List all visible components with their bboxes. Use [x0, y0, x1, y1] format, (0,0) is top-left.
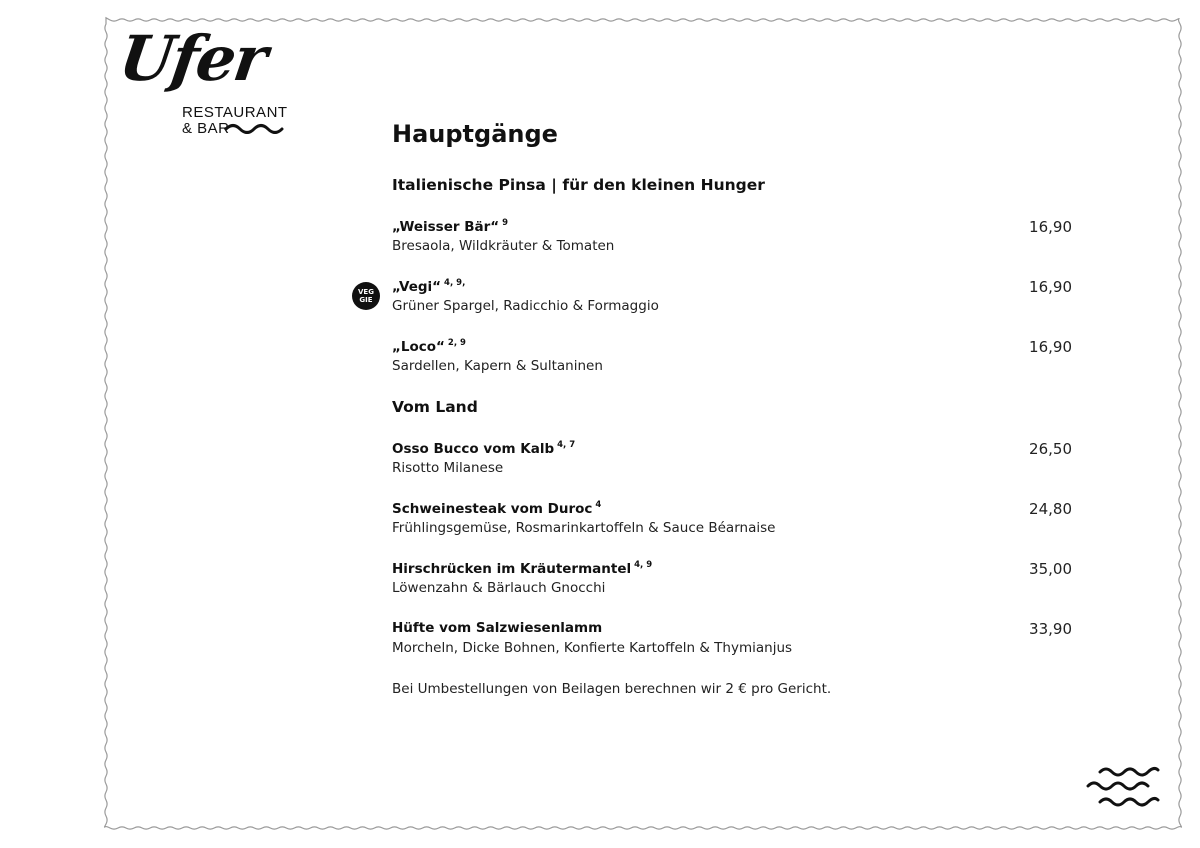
- item-name: [392, 338, 466, 355]
- item-price: 26,50: [1029, 440, 1072, 458]
- restaurant-logo: [114, 22, 295, 146]
- item-description: Sardellen, Kapern & Sultaninen: [392, 358, 603, 374]
- item-title: Hirschrücken im Kräutermantel: [392, 561, 632, 577]
- item-description: Frühlingsgemüse, Rosmarinkartoffeln & Sauce Béarnaise: [392, 520, 776, 536]
- item-allergens: 4: [595, 500, 602, 510]
- item-title: Hüfte vom Salzwiesenlamm: [392, 620, 603, 636]
- item-allergens: 4, 9: [634, 560, 653, 570]
- item-title: „Weisser Bär“: [392, 219, 500, 235]
- item-name: [392, 218, 508, 235]
- veggie-badge-icon: VEG GIE: [352, 282, 380, 310]
- menu-title: Hauptgänge: [392, 120, 558, 148]
- logo-bar-text: & BAR: [182, 120, 230, 137]
- item-name: [392, 620, 602, 636]
- item-allergens: 4, 9,: [444, 278, 466, 288]
- menu-item: [392, 440, 1072, 484]
- item-description: Grüner Spargel, Radicchio & Formaggio: [392, 298, 659, 314]
- item-allergens: 4, 7: [557, 440, 576, 450]
- waves-icon: [1086, 764, 1162, 810]
- item-title: Schweinesteak vom Duroc: [392, 501, 593, 517]
- logo-wave-icon: [224, 120, 286, 134]
- menu-item: [392, 218, 1072, 262]
- menu-item: [392, 620, 1072, 664]
- item-description: Morcheln, Dicke Bohnen, Konfierte Kartoffeln & Thymianjus: [392, 640, 793, 656]
- item-title: „Loco“: [392, 339, 445, 355]
- item-price: 16,90: [1029, 338, 1072, 356]
- menu-item: [392, 560, 1072, 604]
- item-description: Risotto Milanese: [392, 460, 504, 476]
- section-heading-vom-land: Vom Land: [392, 398, 478, 416]
- item-price: 24,80: [1029, 500, 1072, 518]
- menu-item: [392, 500, 1072, 544]
- item-name: [392, 560, 652, 577]
- logo-script-text: Ufer: [114, 22, 271, 95]
- item-name: [392, 440, 575, 457]
- item-price: 35,00: [1029, 560, 1072, 578]
- logo-restaurant-text: RESTAURANT: [182, 104, 288, 121]
- section-heading-pinsa: Italienische Pinsa | für den kleinen Hunger: [392, 176, 765, 194]
- item-title: „Vegi“: [392, 279, 442, 295]
- menu-item: [392, 278, 1072, 322]
- item-description: Löwenzahn & Bärlauch Gnocchi: [392, 580, 606, 596]
- item-price: 33,90: [1029, 620, 1072, 638]
- item-title: Osso Bucco vom Kalb: [392, 441, 555, 457]
- item-allergens: 9: [502, 218, 509, 228]
- item-price: 16,90: [1029, 218, 1072, 236]
- item-name: [392, 500, 601, 517]
- item-description: Bresaola, Wildkräuter & Tomaten: [392, 238, 615, 254]
- item-allergens: 2, 9: [447, 338, 466, 348]
- menu-item: [392, 338, 1072, 382]
- item-name: [392, 278, 465, 295]
- side-dish-note: Bei Umbestellungen von Beilagen berechnen wir 2 € pro Gericht.: [392, 681, 832, 697]
- item-price: 16,90: [1029, 278, 1072, 296]
